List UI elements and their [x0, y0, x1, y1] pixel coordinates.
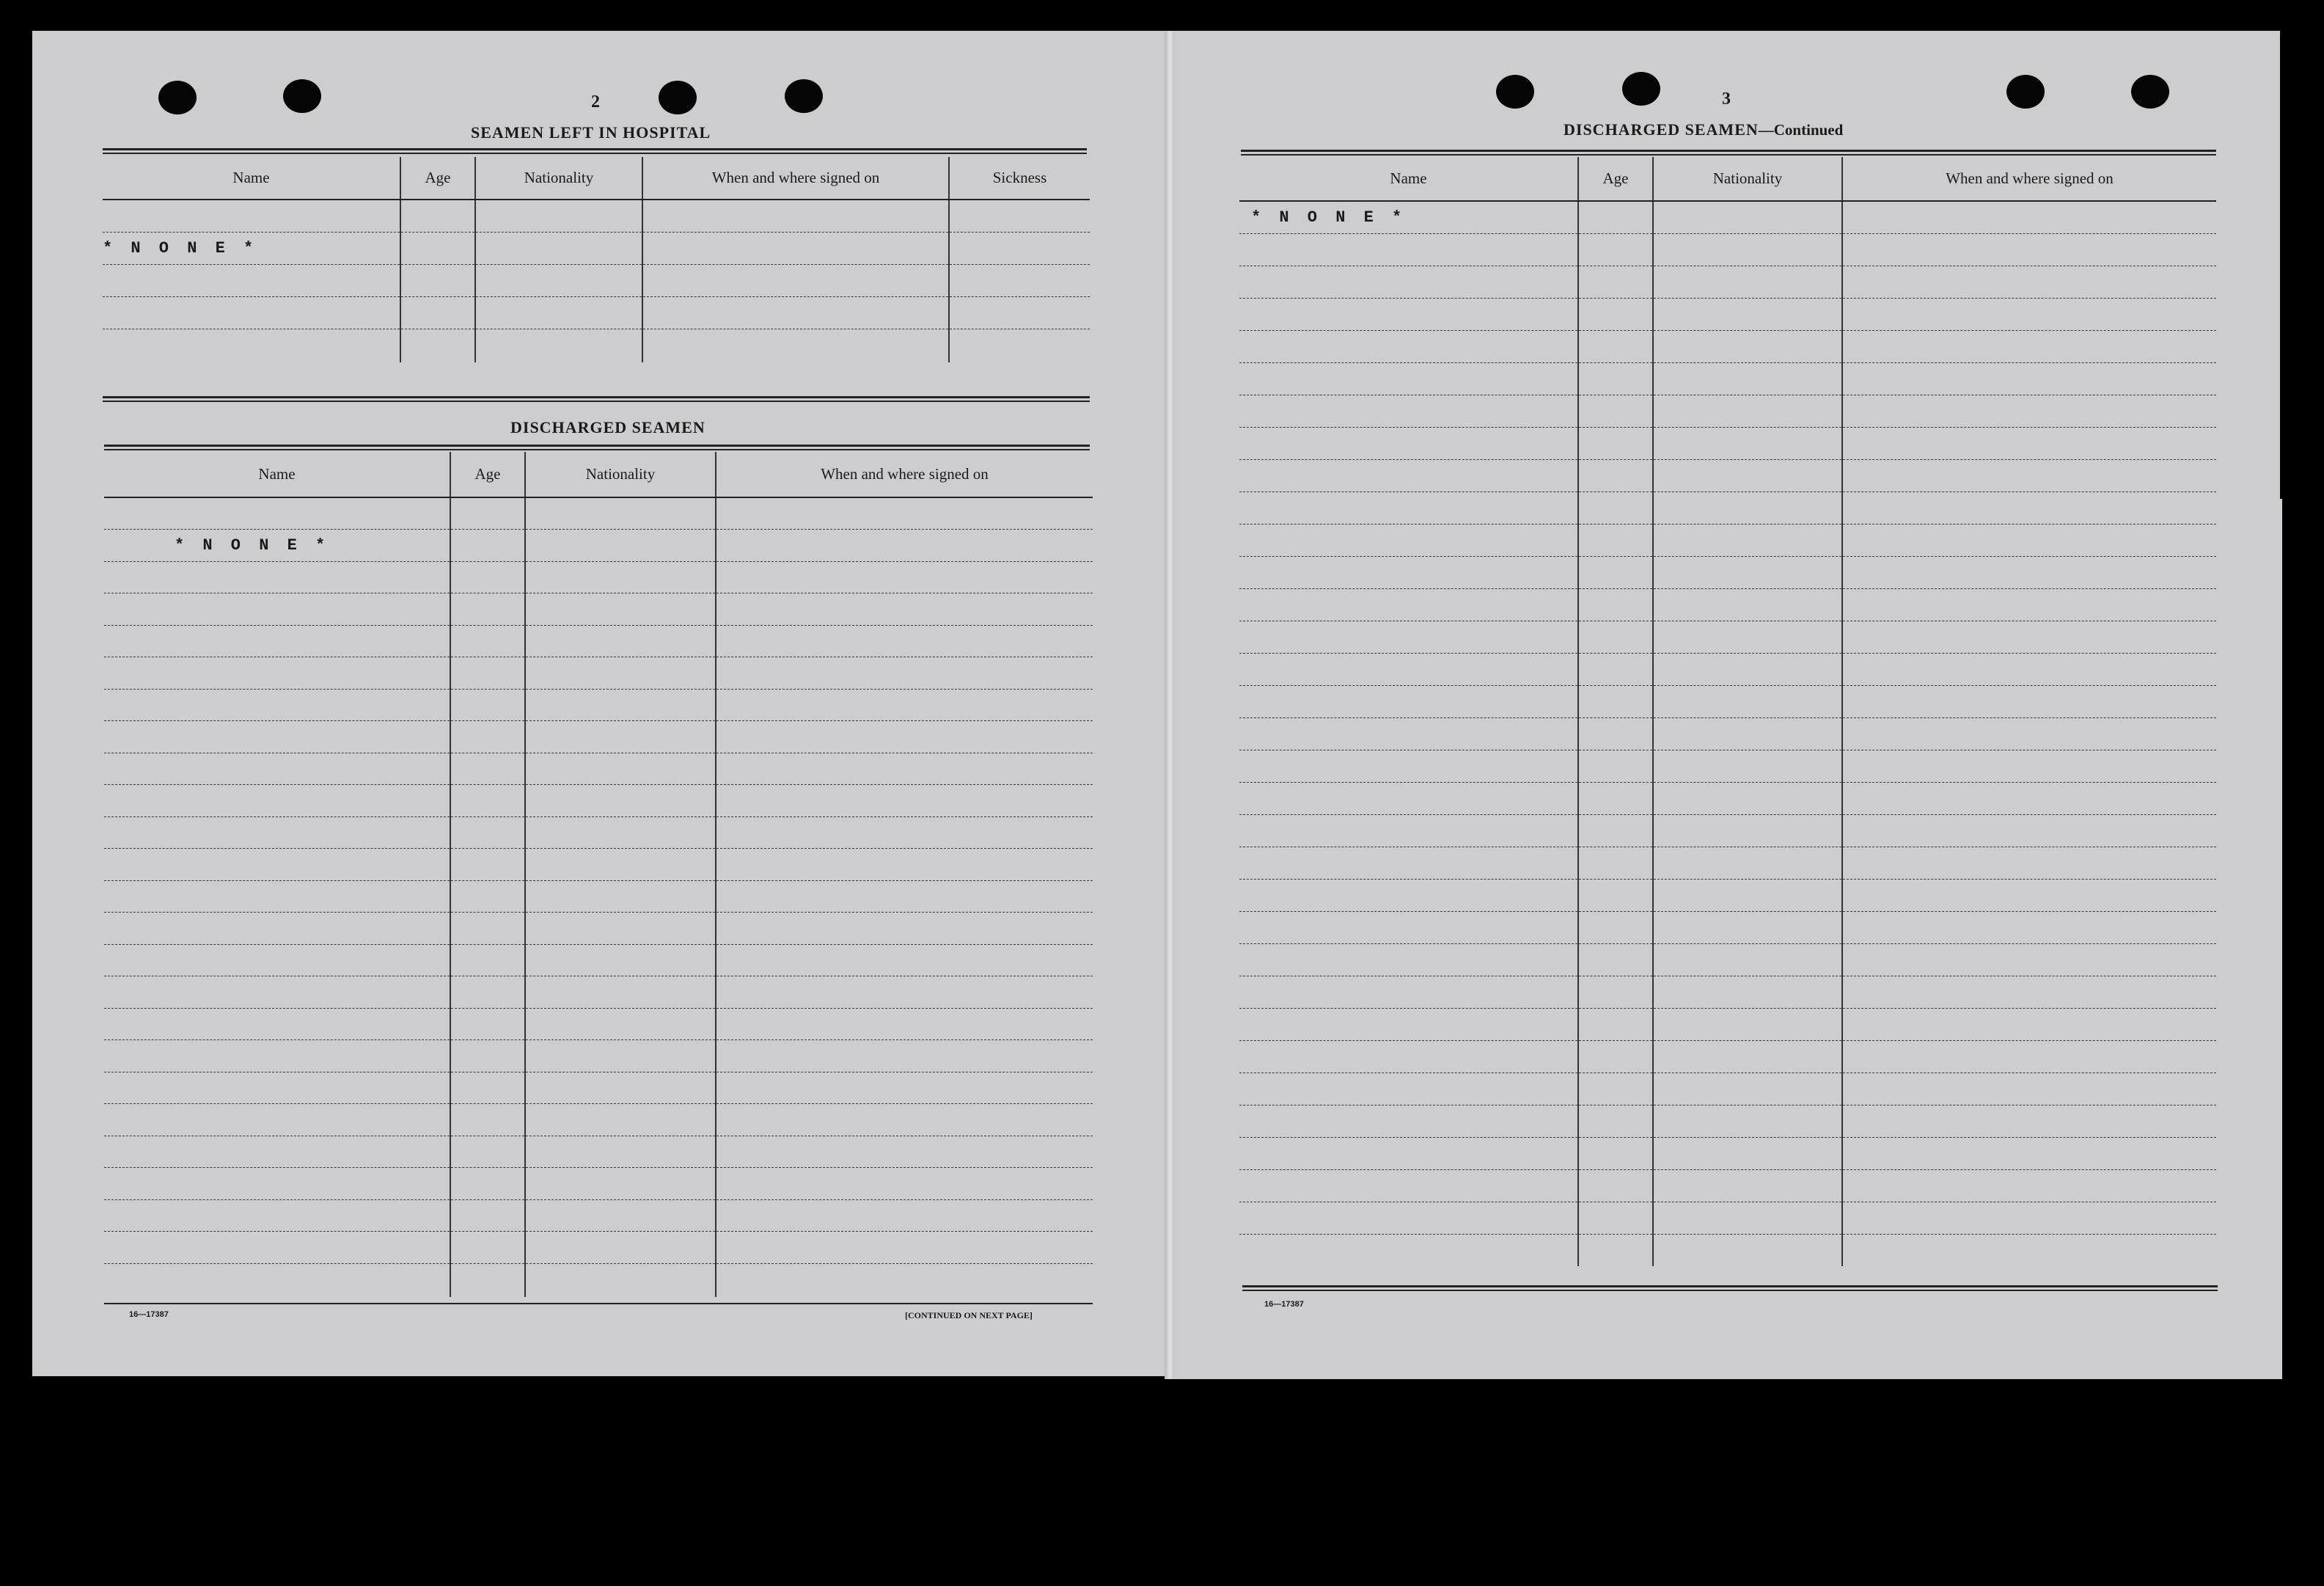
table-row [104, 1008, 1093, 1040]
table-row [1239, 847, 2216, 879]
continued-note: [CONTINUED ON NEXT PAGE] [905, 1310, 1033, 1320]
table-row [103, 200, 1090, 232]
table-row [104, 1104, 1093, 1136]
table-row [1239, 1105, 2216, 1137]
header-age: Age [450, 452, 525, 497]
form-code: 16—17387 [129, 1310, 169, 1319]
table-row [104, 593, 1093, 626]
punch-hole-icon [2006, 75, 2045, 109]
punch-hole-icon [158, 81, 197, 114]
table-row [1239, 330, 2216, 362]
double-rule [1241, 150, 2216, 156]
punch-hole-icon [1496, 75, 1534, 109]
page-edge [2273, 499, 2282, 1379]
table-row [104, 849, 1093, 881]
table-row [104, 1232, 1093, 1264]
table-row [1239, 1008, 2216, 1040]
table-row [1239, 879, 2216, 911]
table-row [104, 753, 1093, 785]
table-row [104, 1168, 1093, 1200]
table-row [1239, 491, 2216, 524]
double-rule [104, 445, 1090, 450]
table-row [104, 689, 1093, 721]
table-row [1239, 653, 2216, 685]
table-row [1239, 1202, 2216, 1234]
header-nationality: Nationality [525, 452, 716, 497]
table-row [1239, 459, 2216, 491]
section-title-discharged: DISCHARGED SEAMEN [510, 418, 705, 436]
table-row [1239, 1169, 2216, 1202]
table-row [1239, 782, 2216, 814]
table-row [1239, 750, 2216, 782]
table-row [1239, 524, 2216, 556]
table-row [1239, 395, 2216, 427]
double-rule [103, 148, 1087, 154]
table-row [1239, 1072, 2216, 1105]
table-row [104, 880, 1093, 913]
table-row [1239, 233, 2216, 266]
table-row [104, 497, 1093, 530]
punch-hole-icon [283, 79, 321, 113]
page-number: 2 [591, 92, 600, 112]
header-name: Name [103, 157, 400, 200]
table-row [1239, 911, 2216, 943]
hospital-table [103, 157, 1090, 362]
header-nationality: Nationality [475, 157, 642, 200]
table-row [104, 1072, 1093, 1104]
table-row [103, 232, 1090, 264]
none-entry: * N O N E * [103, 232, 400, 264]
header-age: Age [1578, 157, 1653, 201]
table-row [104, 976, 1093, 1009]
page-number: 3 [1722, 89, 1731, 109]
header-signed-on: When and where signed on [716, 452, 1093, 497]
section-title-text: DISCHARGED SEAMEN [1564, 120, 1759, 139]
table-row [104, 1136, 1093, 1168]
table-row [104, 785, 1093, 817]
table-row [1239, 814, 2216, 847]
table-row [104, 1199, 1093, 1232]
table-row [104, 1040, 1093, 1072]
none-entry: * N O N E * [1239, 201, 1578, 233]
section-title-hospital: SEAMEN LEFT IN HOSPITAL [471, 123, 711, 142]
header-sickness: Sickness [949, 157, 1090, 200]
discharged-table-left [104, 452, 1093, 1297]
table-row [104, 816, 1093, 849]
table-row [1239, 266, 2216, 298]
double-rule [1242, 1285, 2218, 1291]
punch-hole-icon [659, 81, 697, 114]
table-row [103, 329, 1090, 362]
section-title-discharged-continued [1564, 120, 1843, 139]
punch-hole-icon [785, 79, 823, 113]
table-row [1239, 201, 2216, 233]
header-nationality: Nationality [1653, 157, 1842, 201]
discharged-table-right [1239, 157, 2216, 1266]
table-row [1239, 427, 2216, 459]
table-row [1239, 298, 2216, 330]
punch-hole-icon [1622, 72, 1660, 106]
table-row [1239, 1040, 2216, 1072]
table-row [1239, 621, 2216, 653]
table-row [1239, 685, 2216, 717]
none-entry: * N O N E * [104, 530, 450, 562]
table-row [103, 296, 1090, 329]
header-signed-on: When and where signed on [642, 157, 949, 200]
table-row [104, 721, 1093, 753]
table-row [104, 625, 1093, 657]
table-row [104, 913, 1093, 945]
table-row [1239, 556, 2216, 588]
bottom-rule [104, 1303, 1093, 1304]
header-age: Age [400, 157, 475, 200]
double-rule [103, 396, 1090, 402]
table-row [1239, 588, 2216, 621]
table-row [1239, 943, 2216, 976]
table-row [104, 530, 1093, 562]
form-code: 16—17387 [1264, 1300, 1304, 1309]
table-row [104, 561, 1093, 593]
header-name: Name [1239, 157, 1578, 201]
punch-hole-icon [2131, 75, 2169, 109]
table-row [1239, 1234, 2216, 1266]
table-row [104, 1263, 1093, 1297]
table-row [103, 264, 1090, 296]
table-row [104, 944, 1093, 976]
table-row [104, 657, 1093, 690]
table-row [1239, 976, 2216, 1008]
header-name: Name [104, 452, 450, 497]
binding-spine [1165, 31, 1175, 1379]
table-row [1239, 1137, 2216, 1169]
table-row [1239, 717, 2216, 750]
continued-suffix: —Continued [1758, 121, 1844, 139]
table-row [1239, 362, 2216, 395]
header-signed-on: When and where signed on [1842, 157, 2216, 201]
